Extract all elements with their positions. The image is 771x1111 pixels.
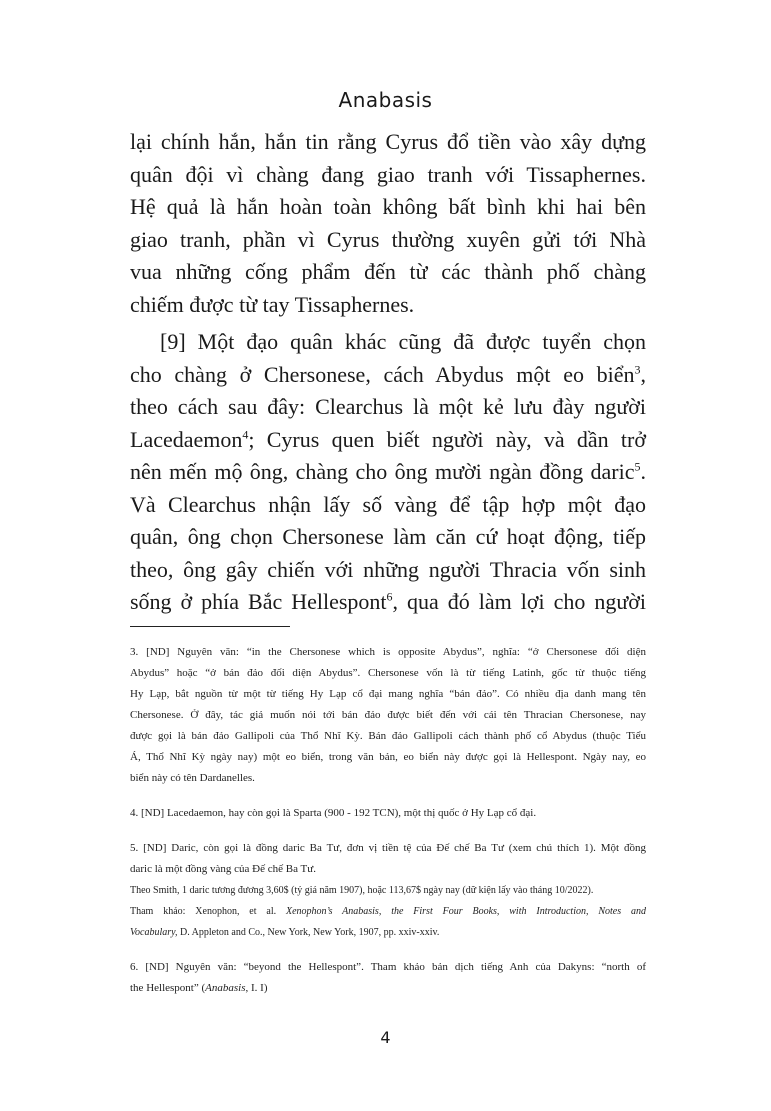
footnote-6: [130, 957, 646, 999]
text-run: Tham khảo: Xenophon, et al.: [130, 906, 286, 917]
footnote-line: biển này có tên Dardanelles.: [130, 772, 255, 784]
text-line: [130, 359, 646, 392]
book-title: Anabasis: [205, 982, 246, 994]
text-run: , qua đó làm lợi cho người: [392, 589, 647, 614]
footnote-4: [130, 803, 646, 824]
text-run: nên mến mộ ông, chàng cho ông mười ngàn đồng daric: [130, 459, 635, 484]
footnote-line: được gọi là bán đảo Gallipoli của Thổ Nhĩ Kỳ. Bán đảo Gallipoli cách thành phố cổ Abydus (thuộc Tiểu: [130, 730, 646, 742]
text-line: lại chính hắn, hắn tin rằng Cyrus đổ tiền vào xây dựng: [130, 129, 646, 154]
text-line: vua những cống phẩm đến từ các thành phố chàng: [130, 259, 646, 284]
text-line: Và Clearchus nhận lấy số vàng để tập hợp một đạo: [130, 491, 646, 517]
paragraph-9: [130, 326, 646, 619]
text-run: ,: [640, 361, 646, 387]
footnote-ref-6[interactable]: 6: [386, 589, 393, 604]
text-line: theo, ông gây chiến với những người Thracia vốn sinh: [130, 556, 646, 582]
book-title: Xenophon’s Anabasis, the First Four Books, with Introduction, Notes and: [285, 906, 647, 917]
footnote-line: Á, Thổ Nhĩ Kỳ ngày nay) một eo biển, trong văn bản, eo biển này được gọi là Hellespont. Ngày nay, eo: [130, 751, 646, 763]
text-run: cho chàng ở Chersonese, cách Abydus một eo biển: [130, 361, 635, 387]
footnote-line: 6. [ND] Nguyên văn: “beyond the Hellespont”. Tham khảo bản dịch tiếng Anh của Dakyns: “north of: [130, 961, 646, 973]
text-run: D. Appleton and Co., New York, New York, 1907, pp. xxiv-xxiv.: [177, 927, 440, 938]
text-run: ; Cyrus quen biết người này, và dần trở: [248, 426, 646, 452]
text-line: theo cách sau đây: Clearchus là một kẻ lưu đày người: [130, 394, 646, 419]
footnote-line: 5. [ND] Daric, còn gọi là đồng daric Ba Tư, đơn vị tiền tệ của Đế chế Ba Tư (xem chú thích 1). Một đồng: [130, 842, 646, 854]
footnote-line: Theo Smith, 1 daric tương đương 3,60$ (tỷ giá năm 1907), hoặc 113,67$ ngày nay (dữ kiện lấy vào tháng 10/2022).: [130, 885, 594, 896]
footnote-line: Chersonese. Ở đây, tác giả muốn nói tới bán đảo được biết đến với cái tên Thracian Chersonese, nay: [130, 709, 646, 721]
text-line: [130, 424, 646, 457]
paragraph-continuation: [130, 126, 646, 321]
footnote-ref-3[interactable]: 3: [634, 362, 641, 377]
footnote-line: 4. [ND] Lacedaemon, hay còn gọi là Sparta (900 - 192 TCN), một thị quốc ở Hy Lạp cổ đại.: [130, 807, 537, 819]
text-line: [130, 586, 646, 619]
footnote-line: [130, 922, 646, 943]
text-run: Lacedaemon: [130, 426, 243, 452]
footnotes: [130, 642, 646, 1013]
footnote-divider: [130, 626, 290, 627]
footnote-5-note: [130, 880, 646, 943]
text-run: , I. I): [245, 982, 268, 994]
running-header: Anabasis: [338, 88, 433, 112]
footnote-line: Abydus” hoặc “ở bán đảo đối diện Abydus”. Chersonese vốn là từ tiếng Latinh, gốc từ thuộc tiếng: [130, 667, 646, 679]
footnote-line: [130, 901, 646, 922]
footnote-3: [130, 642, 646, 789]
book-title: Vocabulary,: [130, 927, 178, 938]
footnote-ref-4[interactable]: 4: [242, 427, 249, 442]
footnote-5: [130, 838, 646, 880]
footnote-line: daric là một đồng vàng của Đế chế Ba Tư.: [130, 863, 316, 875]
footnote-line: 3. [ND] Nguyên văn: “in the Chersonese which is opposite Abydus”, nghĩa: “ở Chersonese đối diện: [130, 646, 646, 658]
text-run: the Hellespont” (: [130, 982, 206, 994]
text-line: [9] Một đạo quân khác cũng đã được tuyển chọn: [160, 329, 646, 354]
footnote-line: [130, 978, 646, 999]
text-line: Hệ quả là hắn hoàn toàn không bất bình khi hai bên: [130, 194, 646, 219]
footnote-ref-5[interactable]: 5: [634, 459, 641, 474]
text-run: .: [640, 459, 646, 484]
text-run: sống ở phía Bắc Hellespont: [130, 589, 387, 614]
text-line: quân, ông chọn Chersonese làm căn cứ hoạt động, tiếp: [130, 524, 646, 549]
text-line: quân đội vì chàng đang giao tranh với Tissaphernes.: [130, 161, 646, 187]
page-number: 4: [380, 1028, 391, 1047]
text-line: chiếm được từ tay Tissaphernes.: [130, 291, 415, 317]
footnote-line: Hy Lạp, bắt nguồn từ một từ tiếng Hy Lạp cổ đại mang nghĩa “bán đảo”. Có nhiều địa danh mang tên: [130, 688, 646, 700]
text-line: [130, 456, 646, 489]
text-line: giao tranh, phần vì Cyrus thường xuyên gửi tới Nhà: [130, 226, 646, 252]
